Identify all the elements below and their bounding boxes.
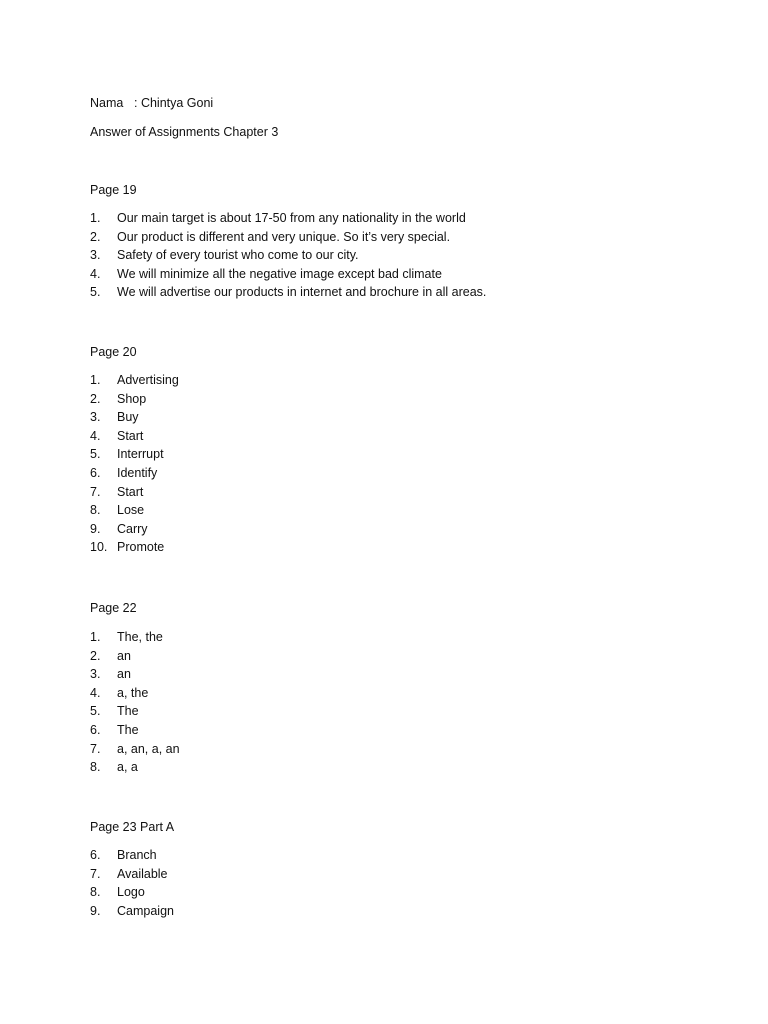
item-number: 2. xyxy=(90,391,101,406)
answer-list-page-23-part-a xyxy=(90,847,174,921)
item-number: 1. xyxy=(90,630,101,644)
list-item xyxy=(90,210,486,229)
item-number: 9. xyxy=(90,521,101,536)
item-number: 8. xyxy=(90,760,101,775)
list-item xyxy=(90,685,180,704)
list-item xyxy=(90,284,486,303)
item-text: a, the xyxy=(117,685,149,700)
item-number: 2. xyxy=(90,648,101,663)
list-item xyxy=(90,428,179,447)
item-number: 10. xyxy=(90,540,108,555)
item-number: 3. xyxy=(90,667,101,682)
item-text: Start xyxy=(117,428,144,443)
item-text: Start xyxy=(117,484,144,499)
item-text: Our product is different and very unique. So it’s very special. xyxy=(117,229,451,244)
list-item xyxy=(90,847,174,866)
list-item xyxy=(90,903,174,922)
section-title-page-19: Page 19 xyxy=(90,183,137,197)
document-subtitle: Answer of Assignments Chapter 3 xyxy=(90,125,279,139)
item-text: an xyxy=(117,648,131,663)
item-text: an xyxy=(117,667,131,682)
list-item xyxy=(90,703,180,722)
item-text: Interrupt xyxy=(117,447,164,462)
item-number: 5. xyxy=(90,704,101,719)
item-number: 8. xyxy=(90,503,101,518)
section-title-page-23-part-a: Page 23 Part A xyxy=(90,820,175,834)
item-text: Identify xyxy=(117,465,158,480)
list-item xyxy=(90,539,179,558)
list-item xyxy=(90,446,179,465)
item-text: Shop xyxy=(117,391,147,406)
list-item xyxy=(90,465,179,484)
item-number: 7. xyxy=(90,484,101,499)
item-number: 2. xyxy=(90,229,101,244)
item-number: 6. xyxy=(90,722,101,737)
list-item xyxy=(90,484,179,503)
item-number: 8. xyxy=(90,885,101,900)
list-item xyxy=(90,629,180,648)
item-text: Promote xyxy=(117,540,165,555)
item-text: The, the xyxy=(117,630,163,644)
list-item xyxy=(90,648,180,667)
item-text: Carry xyxy=(117,521,148,536)
list-item xyxy=(90,372,179,391)
item-number: 3. xyxy=(90,248,101,263)
item-number: 6. xyxy=(90,848,101,862)
list-item xyxy=(90,229,486,248)
section-title-page-22: Page 22 xyxy=(90,601,137,615)
item-text: Safety of every tourist who come to our city. xyxy=(117,248,359,263)
student-name-line xyxy=(90,95,213,111)
item-text: a, a xyxy=(117,760,138,775)
item-text: Logo xyxy=(117,885,145,900)
item-number: 4. xyxy=(90,428,101,443)
list-item xyxy=(90,741,180,760)
item-text: Campaign xyxy=(117,903,174,918)
list-item xyxy=(90,866,174,885)
list-item xyxy=(90,722,180,741)
item-number: 7. xyxy=(90,741,101,756)
item-number: 7. xyxy=(90,866,101,881)
list-item xyxy=(90,666,180,685)
answer-list-page-22 xyxy=(90,629,180,778)
item-text: The xyxy=(117,704,139,719)
item-number: 5. xyxy=(90,285,101,300)
item-text: We will advertise our products in internet and brochure in all areas. xyxy=(117,285,487,300)
list-item xyxy=(90,391,179,410)
name-value: : Chintya Goni xyxy=(134,96,214,110)
item-text: a, an, a, an xyxy=(117,741,180,756)
item-text: Lose xyxy=(117,503,145,518)
list-item xyxy=(90,266,486,285)
answer-list-page-20 xyxy=(90,372,179,558)
item-number: 6. xyxy=(90,465,101,480)
item-number: 4. xyxy=(90,266,101,281)
name-label: Nama xyxy=(90,96,124,110)
list-item xyxy=(90,502,179,521)
list-item xyxy=(90,884,174,903)
section-title-page-20: Page 20 xyxy=(90,345,137,359)
item-number: 5. xyxy=(90,447,101,462)
answer-list-page-19 xyxy=(90,210,486,303)
list-item xyxy=(90,521,179,540)
item-text: Branch xyxy=(117,848,157,862)
item-text: Our main target is about 17-50 from any nationality in the world xyxy=(117,211,466,225)
item-text: Advertising xyxy=(117,373,179,387)
item-text: Available xyxy=(117,866,168,881)
list-item xyxy=(90,409,179,428)
item-number: 3. xyxy=(90,410,101,425)
list-item xyxy=(90,247,486,266)
item-number: 4. xyxy=(90,685,101,700)
item-text: We will minimize all the negative image except bad climate xyxy=(117,266,442,281)
item-text: Buy xyxy=(117,410,139,425)
item-number: 1. xyxy=(90,211,101,225)
list-item xyxy=(90,759,180,778)
item-text: The xyxy=(117,722,139,737)
item-number: 9. xyxy=(90,903,101,918)
item-number: 1. xyxy=(90,373,101,387)
